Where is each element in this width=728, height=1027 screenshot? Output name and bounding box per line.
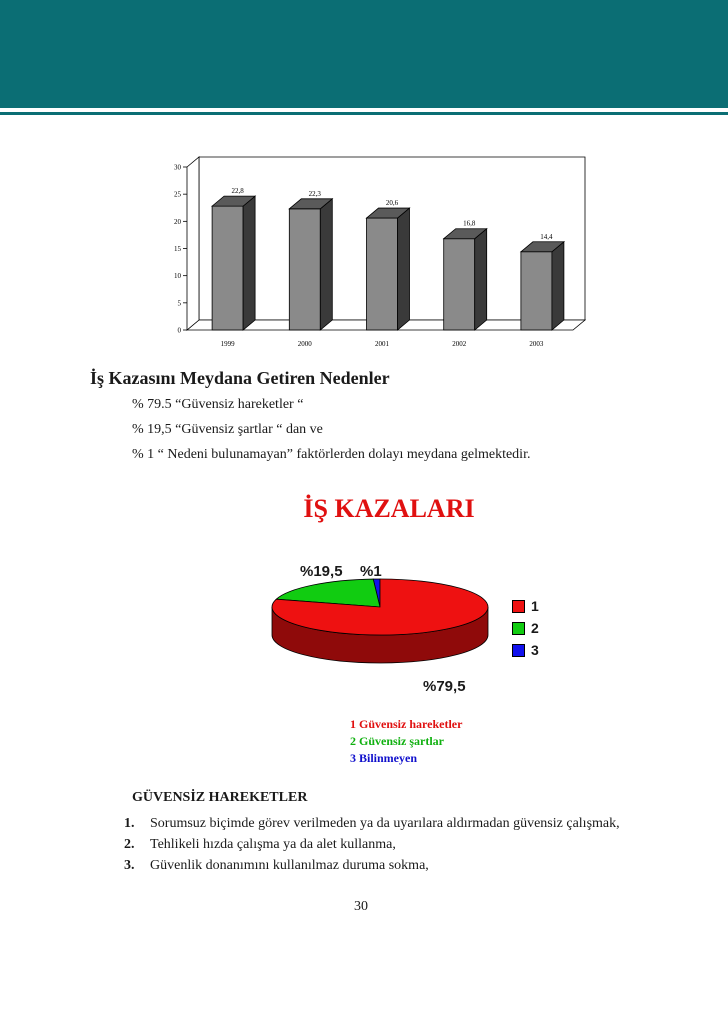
- bar-side: [475, 229, 487, 330]
- x-tick-label: 1999: [220, 340, 235, 348]
- y-tick-label: 0: [177, 326, 181, 335]
- y-tick-label: 30: [174, 163, 181, 172]
- bar-front: [444, 239, 475, 330]
- bar-data-label: 22,3: [308, 189, 321, 198]
- legend-swatch-red: [512, 600, 525, 613]
- bar-side: [243, 196, 255, 330]
- legend-item-3: [512, 639, 539, 661]
- reason-1: 1 Güvensiz hareketler: [350, 717, 463, 731]
- cause-line-3: % 1 “ Nedeni bulunamayan” faktörlerden dolayı meydana gelmektedir.: [132, 447, 531, 462]
- pie-legend: [512, 595, 539, 661]
- legend-item-2: [512, 617, 539, 639]
- list-item-text: Tehlikeli hızda çalışma ya da alet kullanma,: [150, 837, 396, 852]
- reason-2: 2 Güvensiz şartlar: [350, 734, 444, 748]
- pie-label-2: %19,5: [300, 563, 343, 580]
- list-item-number: 3.: [124, 858, 135, 873]
- list-item-number: 2.: [124, 837, 135, 852]
- y-tick-label: 5: [177, 299, 181, 308]
- reason-list: [350, 716, 462, 767]
- x-tick-label: 2003: [529, 340, 544, 348]
- y-tick-label: 10: [174, 272, 181, 281]
- legend-label-1: 1: [531, 598, 539, 614]
- list-item-text: Sorumsuz biçimde görev verilmeden ya da uyarılara aldırmadan güvensiz çalışmak,: [150, 816, 620, 831]
- cause-line-1: % 79.5 “Güvensiz hareketler “: [132, 397, 304, 412]
- list-item: [124, 836, 636, 854]
- bar-data-label: 14,4: [540, 232, 553, 241]
- y-tick-label: 20: [174, 217, 181, 226]
- pie-label-1: %79,5: [423, 678, 466, 695]
- pie-label-3: %1: [360, 563, 382, 580]
- bar-data-label: 16,8: [463, 219, 476, 228]
- list-item-number: 1.: [124, 816, 135, 831]
- section-heading: İş Kazasını Meydana Getiren Nedenler: [90, 368, 390, 388]
- pie-title: İŞ KAZALARI: [303, 494, 475, 523]
- legend-swatch-green: [512, 622, 525, 635]
- hazards-list: [124, 815, 636, 878]
- bar-front: [367, 218, 398, 330]
- bar-side: [552, 242, 564, 330]
- bar-data-label: 22,8: [231, 187, 244, 196]
- header-banner: [0, 0, 728, 108]
- legend-swatch-blue: [512, 644, 525, 657]
- page-number: 30: [354, 899, 368, 914]
- y-tick-label: 15: [174, 245, 181, 253]
- x-tick-label: 2001: [375, 340, 389, 348]
- bar-front: [212, 206, 243, 330]
- y-tick-label: 25: [174, 190, 181, 199]
- bar-front: [521, 252, 552, 330]
- header-rule: [0, 112, 728, 115]
- bar-data-label: 20,6: [385, 199, 399, 208]
- list-item-text: Güvenlik donanımını kullanılmaz duruma sokma,: [150, 858, 429, 873]
- bar-front: [289, 209, 320, 330]
- accident-bar-chart: [150, 150, 600, 360]
- legend-item-1: [512, 595, 539, 617]
- chart-side-wall: [187, 157, 199, 330]
- list-item: [124, 857, 636, 875]
- legend-label-2: 2: [531, 620, 539, 636]
- bar-side: [398, 208, 410, 330]
- bar-side: [320, 199, 332, 330]
- x-tick-label: 2002: [452, 340, 467, 348]
- x-tick-label: 2000: [297, 340, 312, 348]
- reason-3: 3 Bilinmeyen: [350, 751, 418, 765]
- hazards-heading: GÜVENSİZ HAREKETLER: [132, 790, 308, 805]
- legend-label-3: 3: [531, 642, 539, 658]
- cause-line-2: % 19,5 “Güvensiz şartlar “ dan ve: [132, 422, 323, 437]
- list-item: [124, 815, 636, 833]
